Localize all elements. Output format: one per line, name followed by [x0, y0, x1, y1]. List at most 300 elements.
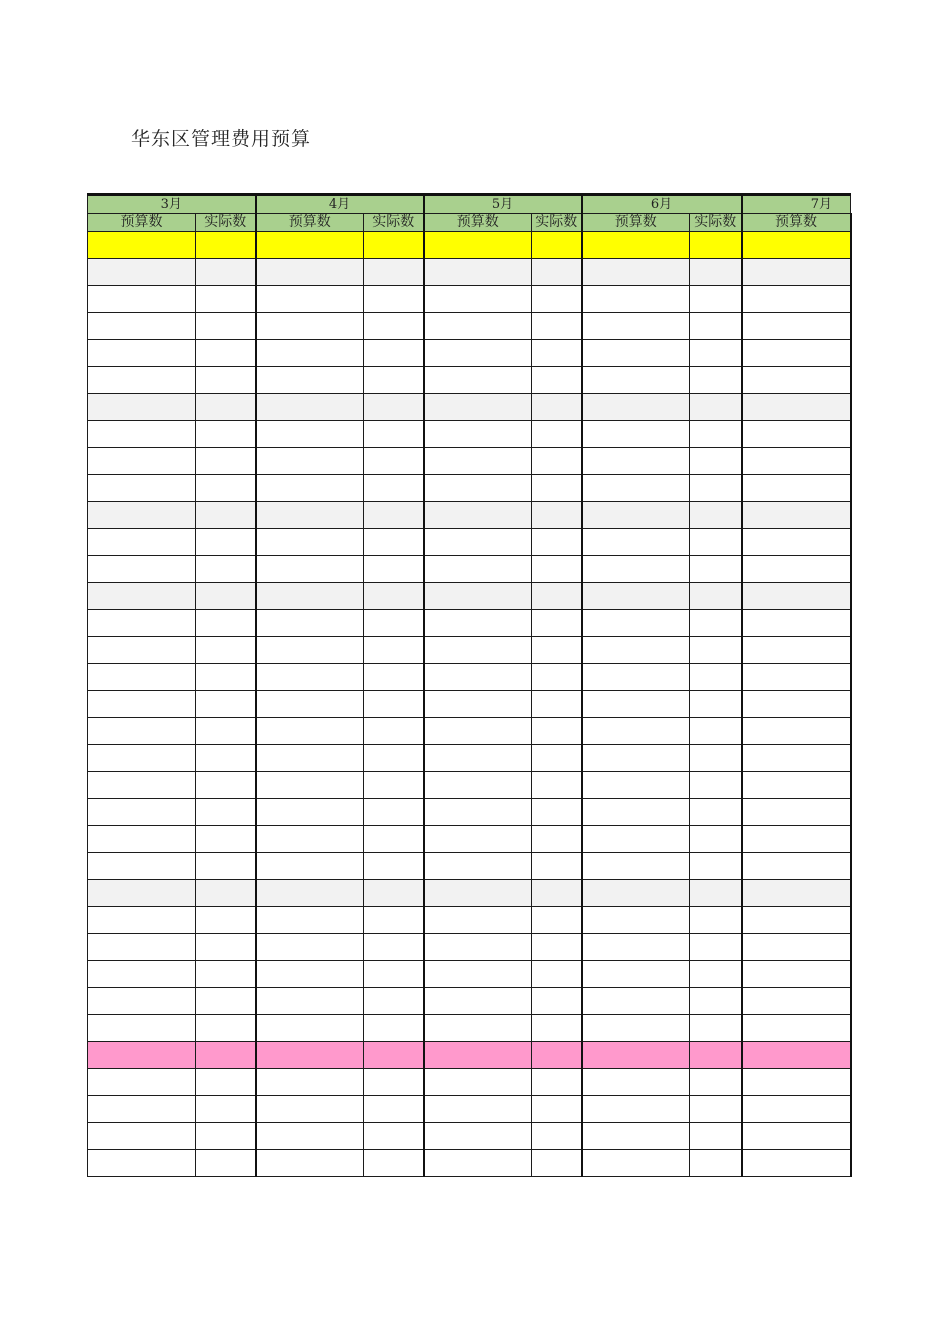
table-cell[interactable]: [364, 988, 424, 1015]
table-cell[interactable]: [742, 1150, 851, 1177]
table-cell[interactable]: [532, 340, 582, 367]
table-cell[interactable]: [196, 259, 256, 286]
table-cell[interactable]: [364, 1096, 424, 1123]
table-cell[interactable]: [364, 367, 424, 394]
table-cell[interactable]: [690, 286, 742, 313]
table-cell[interactable]: [690, 583, 742, 610]
table-cell[interactable]: [582, 880, 690, 907]
table-cell[interactable]: [256, 988, 364, 1015]
table-cell[interactable]: [256, 529, 364, 556]
table-cell[interactable]: [424, 421, 532, 448]
table-cell[interactable]: [582, 556, 690, 583]
col-header-budget[interactable]: 预算数: [88, 214, 196, 232]
table-cell[interactable]: [690, 232, 742, 259]
table-cell[interactable]: [88, 826, 196, 853]
table-cell[interactable]: [88, 1096, 196, 1123]
table-cell[interactable]: [364, 1069, 424, 1096]
table-cell[interactable]: [690, 1123, 742, 1150]
table-cell[interactable]: [532, 556, 582, 583]
table-cell[interactable]: [532, 1150, 582, 1177]
table-cell[interactable]: [364, 583, 424, 610]
table-cell[interactable]: [364, 826, 424, 853]
table-cell[interactable]: [88, 907, 196, 934]
table-cell[interactable]: [424, 394, 532, 421]
table-cell[interactable]: [364, 934, 424, 961]
table-cell[interactable]: [532, 880, 582, 907]
table-cell[interactable]: [364, 232, 424, 259]
table-cell[interactable]: [196, 448, 256, 475]
table-cell[interactable]: [364, 394, 424, 421]
table-cell[interactable]: [742, 475, 851, 502]
table-cell[interactable]: [364, 1015, 424, 1042]
table-cell[interactable]: [256, 340, 364, 367]
table-cell[interactable]: [532, 691, 582, 718]
table-cell[interactable]: [364, 1150, 424, 1177]
table-cell[interactable]: [424, 772, 532, 799]
table-cell[interactable]: [364, 745, 424, 772]
table-cell[interactable]: [424, 259, 532, 286]
table-cell[interactable]: [532, 583, 582, 610]
table-cell[interactable]: [256, 556, 364, 583]
table-cell[interactable]: [742, 664, 851, 691]
table-cell[interactable]: [742, 232, 851, 259]
table-cell[interactable]: [256, 1096, 364, 1123]
col-header-actual[interactable]: 实际数: [532, 214, 582, 232]
table-cell[interactable]: [424, 1015, 532, 1042]
table-cell[interactable]: [88, 1123, 196, 1150]
table-cell[interactable]: [364, 664, 424, 691]
table-cell[interactable]: [88, 1042, 196, 1069]
table-cell[interactable]: [742, 988, 851, 1015]
table-cell[interactable]: [690, 934, 742, 961]
table-cell[interactable]: [88, 448, 196, 475]
table-cell[interactable]: [582, 988, 690, 1015]
col-header-budget[interactable]: 预算数: [582, 214, 690, 232]
table-cell[interactable]: [742, 1015, 851, 1042]
table-cell[interactable]: [88, 691, 196, 718]
table-cell[interactable]: [88, 1069, 196, 1096]
table-cell[interactable]: [690, 394, 742, 421]
table-cell[interactable]: [690, 637, 742, 664]
table-cell[interactable]: [582, 637, 690, 664]
table-cell[interactable]: [690, 907, 742, 934]
table-cell[interactable]: [364, 718, 424, 745]
table-cell[interactable]: [532, 745, 582, 772]
table-cell[interactable]: [88, 745, 196, 772]
table-cell[interactable]: [582, 907, 690, 934]
table-cell[interactable]: [742, 286, 851, 313]
table-cell[interactable]: [88, 1150, 196, 1177]
table-cell[interactable]: [742, 502, 851, 529]
table-cell[interactable]: [88, 772, 196, 799]
col-header-budget[interactable]: 预算数: [424, 214, 532, 232]
table-cell[interactable]: [742, 799, 851, 826]
table-cell[interactable]: [88, 880, 196, 907]
table-cell[interactable]: [88, 259, 196, 286]
table-cell[interactable]: [690, 988, 742, 1015]
table-cell[interactable]: [88, 583, 196, 610]
table-cell[interactable]: [196, 664, 256, 691]
table-cell[interactable]: [88, 394, 196, 421]
table-cell[interactable]: [582, 1123, 690, 1150]
table-cell[interactable]: [582, 421, 690, 448]
table-cell[interactable]: [582, 853, 690, 880]
table-cell[interactable]: [196, 286, 256, 313]
table-cell[interactable]: [424, 880, 532, 907]
table-cell[interactable]: [742, 907, 851, 934]
table-cell[interactable]: [196, 826, 256, 853]
table-cell[interactable]: [690, 529, 742, 556]
table-cell[interactable]: [742, 1123, 851, 1150]
table-cell[interactable]: [88, 286, 196, 313]
table-cell[interactable]: [364, 286, 424, 313]
table-cell[interactable]: [88, 934, 196, 961]
table-cell[interactable]: [532, 448, 582, 475]
table-cell[interactable]: [532, 772, 582, 799]
table-cell[interactable]: [256, 286, 364, 313]
table-cell[interactable]: [582, 718, 690, 745]
table-cell[interactable]: [196, 637, 256, 664]
table-cell[interactable]: [364, 907, 424, 934]
table-cell[interactable]: [88, 961, 196, 988]
table-cell[interactable]: [88, 313, 196, 340]
table-cell[interactable]: [364, 340, 424, 367]
table-cell[interactable]: [742, 1042, 851, 1069]
table-cell[interactable]: [582, 745, 690, 772]
table-cell[interactable]: [196, 1042, 256, 1069]
table-cell[interactable]: [582, 448, 690, 475]
table-cell[interactable]: [532, 934, 582, 961]
table-cell[interactable]: [196, 421, 256, 448]
table-cell[interactable]: [196, 745, 256, 772]
table-cell[interactable]: [582, 475, 690, 502]
table-cell[interactable]: [532, 637, 582, 664]
table-cell[interactable]: [532, 1042, 582, 1069]
table-cell[interactable]: [690, 745, 742, 772]
table-cell[interactable]: [196, 502, 256, 529]
table-cell[interactable]: [582, 232, 690, 259]
table-cell[interactable]: [88, 421, 196, 448]
month-header-7[interactable]: 7月: [742, 195, 851, 214]
table-cell[interactable]: [256, 475, 364, 502]
table-cell[interactable]: [364, 421, 424, 448]
table-cell[interactable]: [742, 529, 851, 556]
table-cell[interactable]: [742, 880, 851, 907]
table-cell[interactable]: [532, 988, 582, 1015]
table-cell[interactable]: [256, 1069, 364, 1096]
table-cell[interactable]: [532, 232, 582, 259]
table-cell[interactable]: [424, 610, 532, 637]
table-cell[interactable]: [424, 583, 532, 610]
table-cell[interactable]: [582, 1069, 690, 1096]
table-cell[interactable]: [742, 637, 851, 664]
table-cell[interactable]: [424, 529, 532, 556]
table-cell[interactable]: [742, 1096, 851, 1123]
table-cell[interactable]: [88, 556, 196, 583]
table-cell[interactable]: [582, 313, 690, 340]
table-cell[interactable]: [424, 961, 532, 988]
table-cell[interactable]: [424, 502, 532, 529]
table-cell[interactable]: [424, 232, 532, 259]
table-cell[interactable]: [256, 961, 364, 988]
table-cell[interactable]: [742, 772, 851, 799]
table-cell[interactable]: [196, 394, 256, 421]
table-cell[interactable]: [196, 718, 256, 745]
table-cell[interactable]: [690, 1069, 742, 1096]
table-cell[interactable]: [742, 610, 851, 637]
table-cell[interactable]: [256, 421, 364, 448]
table-cell[interactable]: [88, 664, 196, 691]
table-cell[interactable]: [88, 340, 196, 367]
table-cell[interactable]: [424, 799, 532, 826]
table-cell[interactable]: [364, 880, 424, 907]
table-cell[interactable]: [742, 961, 851, 988]
table-cell[interactable]: [690, 1042, 742, 1069]
table-cell[interactable]: [582, 394, 690, 421]
table-cell[interactable]: [690, 880, 742, 907]
table-cell[interactable]: [690, 421, 742, 448]
table-cell[interactable]: [88, 799, 196, 826]
table-cell[interactable]: [256, 232, 364, 259]
table-cell[interactable]: [256, 637, 364, 664]
table-cell[interactable]: [256, 664, 364, 691]
table-cell[interactable]: [424, 286, 532, 313]
table-cell[interactable]: [532, 907, 582, 934]
table-cell[interactable]: [532, 826, 582, 853]
table-cell[interactable]: [256, 691, 364, 718]
table-cell[interactable]: [532, 421, 582, 448]
table-cell[interactable]: [364, 610, 424, 637]
table-cell[interactable]: [532, 259, 582, 286]
table-cell[interactable]: [364, 799, 424, 826]
table-cell[interactable]: [742, 448, 851, 475]
table-cell[interactable]: [742, 313, 851, 340]
table-cell[interactable]: [582, 529, 690, 556]
table-cell[interactable]: [424, 988, 532, 1015]
table-cell[interactable]: [364, 1042, 424, 1069]
table-cell[interactable]: [532, 286, 582, 313]
table-cell[interactable]: [582, 1042, 690, 1069]
table-cell[interactable]: [690, 799, 742, 826]
table-cell[interactable]: [196, 313, 256, 340]
table-cell[interactable]: [196, 691, 256, 718]
table-cell[interactable]: [364, 961, 424, 988]
table-cell[interactable]: [742, 718, 851, 745]
table-cell[interactable]: [256, 610, 364, 637]
table-cell[interactable]: [364, 448, 424, 475]
table-cell[interactable]: [690, 1096, 742, 1123]
table-cell[interactable]: [532, 394, 582, 421]
table-cell[interactable]: [196, 583, 256, 610]
table-cell[interactable]: [256, 799, 364, 826]
table-cell[interactable]: [742, 259, 851, 286]
col-header-budget[interactable]: 预算数: [742, 214, 851, 232]
table-cell[interactable]: [582, 772, 690, 799]
table-cell[interactable]: [256, 1150, 364, 1177]
table-cell[interactable]: [532, 1015, 582, 1042]
table-cell[interactable]: [424, 313, 532, 340]
table-cell[interactable]: [742, 556, 851, 583]
table-cell[interactable]: [424, 664, 532, 691]
table-cell[interactable]: [424, 340, 532, 367]
table-cell[interactable]: [532, 502, 582, 529]
table-cell[interactable]: [532, 313, 582, 340]
table-cell[interactable]: [256, 934, 364, 961]
table-cell[interactable]: [256, 394, 364, 421]
table-cell[interactable]: [196, 475, 256, 502]
table-cell[interactable]: [582, 367, 690, 394]
table-cell[interactable]: [742, 934, 851, 961]
table-cell[interactable]: [582, 259, 690, 286]
table-cell[interactable]: [196, 799, 256, 826]
table-cell[interactable]: [582, 583, 690, 610]
table-cell[interactable]: [88, 367, 196, 394]
table-cell[interactable]: [582, 1015, 690, 1042]
table-cell[interactable]: [88, 475, 196, 502]
table-cell[interactable]: [364, 691, 424, 718]
month-header-3[interactable]: 3月: [88, 195, 256, 214]
table-cell[interactable]: [742, 745, 851, 772]
table-cell[interactable]: [88, 988, 196, 1015]
table-cell[interactable]: [532, 718, 582, 745]
table-cell[interactable]: [196, 232, 256, 259]
table-cell[interactable]: [88, 637, 196, 664]
table-cell[interactable]: [690, 691, 742, 718]
table-cell[interactable]: [690, 1015, 742, 1042]
table-cell[interactable]: [196, 556, 256, 583]
table-cell[interactable]: [256, 1015, 364, 1042]
table-cell[interactable]: [742, 826, 851, 853]
table-cell[interactable]: [256, 367, 364, 394]
month-header-6[interactable]: 6月: [582, 195, 742, 214]
table-cell[interactable]: [690, 772, 742, 799]
table-cell[interactable]: [532, 529, 582, 556]
table-cell[interactable]: [424, 907, 532, 934]
table-cell[interactable]: [532, 1123, 582, 1150]
col-header-actual[interactable]: 实际数: [690, 214, 742, 232]
table-cell[interactable]: [582, 502, 690, 529]
table-cell[interactable]: [196, 340, 256, 367]
table-cell[interactable]: [532, 1069, 582, 1096]
table-cell[interactable]: [424, 1096, 532, 1123]
table-cell[interactable]: [742, 1069, 851, 1096]
table-cell[interactable]: [424, 853, 532, 880]
table-cell[interactable]: [532, 1096, 582, 1123]
table-cell[interactable]: [582, 286, 690, 313]
table-cell[interactable]: [582, 1096, 690, 1123]
table-cell[interactable]: [532, 961, 582, 988]
table-cell[interactable]: [742, 394, 851, 421]
table-cell[interactable]: [424, 745, 532, 772]
table-cell[interactable]: [196, 1123, 256, 1150]
table-cell[interactable]: [742, 421, 851, 448]
month-header-4[interactable]: 4月: [256, 195, 424, 214]
table-cell[interactable]: [532, 610, 582, 637]
table-cell[interactable]: [256, 880, 364, 907]
table-cell[interactable]: [196, 529, 256, 556]
table-cell[interactable]: [424, 556, 532, 583]
table-cell[interactable]: [256, 826, 364, 853]
table-cell[interactable]: [690, 259, 742, 286]
table-cell[interactable]: [424, 1069, 532, 1096]
table-cell[interactable]: [532, 853, 582, 880]
table-cell[interactable]: [690, 556, 742, 583]
table-cell[interactable]: [256, 502, 364, 529]
table-cell[interactable]: [196, 1015, 256, 1042]
table-cell[interactable]: [532, 475, 582, 502]
table-cell[interactable]: [196, 1069, 256, 1096]
table-cell[interactable]: [196, 988, 256, 1015]
table-cell[interactable]: [424, 826, 532, 853]
table-cell[interactable]: [532, 799, 582, 826]
table-cell[interactable]: [582, 340, 690, 367]
table-cell[interactable]: [532, 367, 582, 394]
table-cell[interactable]: [532, 664, 582, 691]
table-cell[interactable]: [690, 340, 742, 367]
table-cell[interactable]: [690, 610, 742, 637]
table-cell[interactable]: [88, 718, 196, 745]
table-cell[interactable]: [196, 772, 256, 799]
table-cell[interactable]: [364, 529, 424, 556]
table-cell[interactable]: [88, 232, 196, 259]
table-cell[interactable]: [364, 475, 424, 502]
table-cell[interactable]: [690, 853, 742, 880]
table-cell[interactable]: [88, 529, 196, 556]
table-cell[interactable]: [196, 367, 256, 394]
table-cell[interactable]: [582, 691, 690, 718]
table-cell[interactable]: [742, 340, 851, 367]
table-cell[interactable]: [196, 961, 256, 988]
table-cell[interactable]: [742, 853, 851, 880]
table-cell[interactable]: [690, 664, 742, 691]
table-cell[interactable]: [196, 934, 256, 961]
table-cell[interactable]: [690, 448, 742, 475]
table-cell[interactable]: [742, 367, 851, 394]
table-cell[interactable]: [364, 502, 424, 529]
table-cell[interactable]: [424, 367, 532, 394]
col-header-budget[interactable]: 预算数: [256, 214, 364, 232]
table-cell[interactable]: [256, 907, 364, 934]
table-cell[interactable]: [196, 1096, 256, 1123]
table-cell[interactable]: [690, 718, 742, 745]
table-cell[interactable]: [690, 1150, 742, 1177]
table-cell[interactable]: [364, 313, 424, 340]
table-cell[interactable]: [256, 259, 364, 286]
table-cell[interactable]: [88, 502, 196, 529]
table-cell[interactable]: [364, 556, 424, 583]
table-cell[interactable]: [424, 1042, 532, 1069]
table-cell[interactable]: [256, 853, 364, 880]
table-cell[interactable]: [256, 1123, 364, 1150]
table-cell[interactable]: [88, 610, 196, 637]
table-cell[interactable]: [364, 259, 424, 286]
table-cell[interactable]: [424, 637, 532, 664]
table-cell[interactable]: [196, 907, 256, 934]
table-cell[interactable]: [424, 718, 532, 745]
table-cell[interactable]: [88, 853, 196, 880]
table-cell[interactable]: [690, 961, 742, 988]
table-cell[interactable]: [256, 313, 364, 340]
table-cell[interactable]: [582, 664, 690, 691]
table-cell[interactable]: [364, 1123, 424, 1150]
table-cell[interactable]: [582, 799, 690, 826]
table-cell[interactable]: [256, 1042, 364, 1069]
table-cell[interactable]: [424, 1123, 532, 1150]
table-cell[interactable]: [582, 934, 690, 961]
table-cell[interactable]: [582, 610, 690, 637]
month-header-5[interactable]: 5月: [424, 195, 582, 214]
table-cell[interactable]: [742, 583, 851, 610]
